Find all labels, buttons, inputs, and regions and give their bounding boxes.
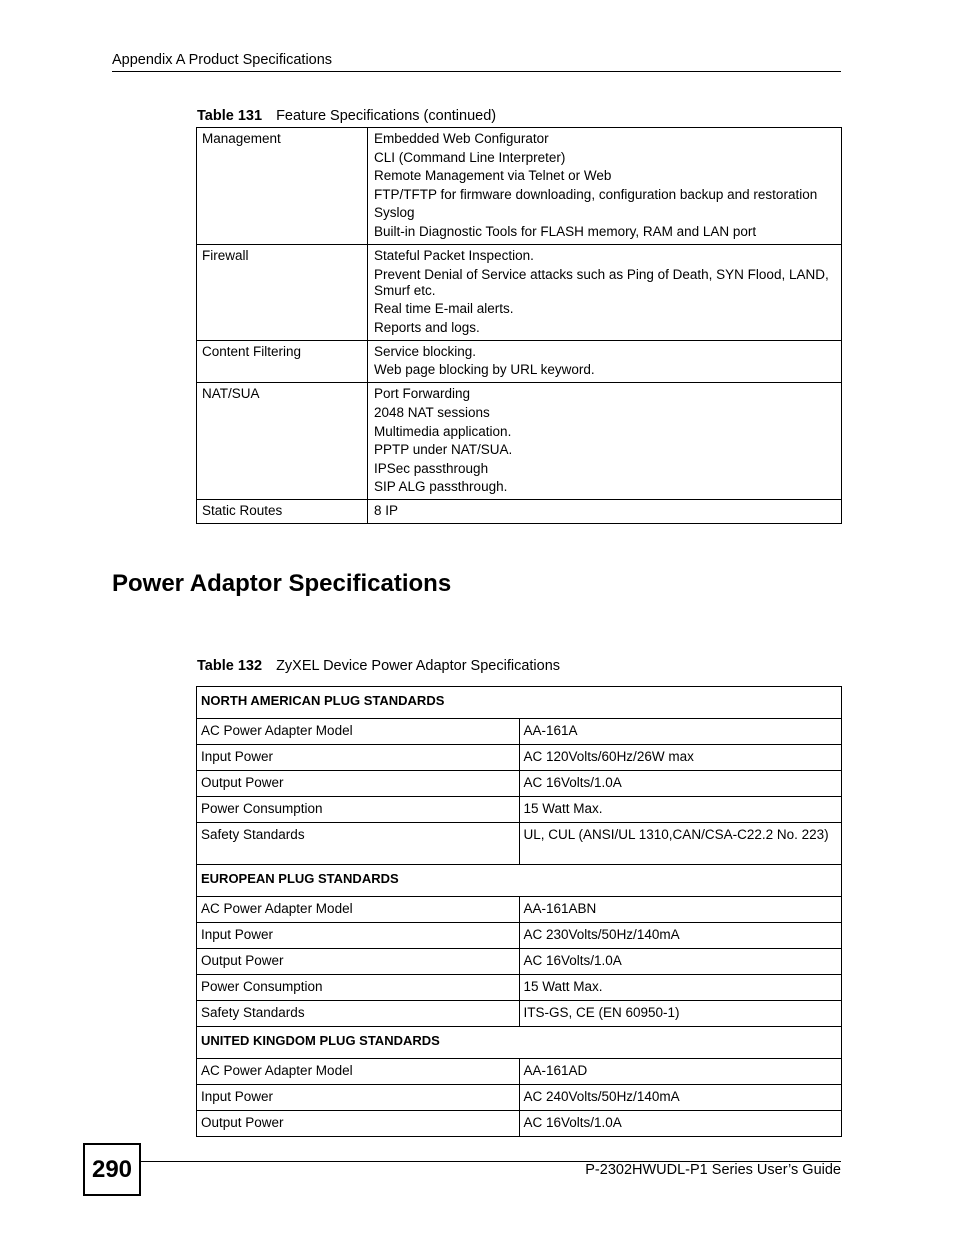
spec-label: Power Consumption <box>197 797 520 823</box>
spec-label: AC Power Adapter Model <box>197 897 520 923</box>
table-row <box>197 923 842 949</box>
spec-value: AC 16Volts/1.0A <box>519 949 842 975</box>
feature-item: Multimedia application. <box>374 423 512 439</box>
spec-label: Safety Standards <box>197 1001 520 1027</box>
feature-item: SIP ALG passthrough. <box>374 479 508 495</box>
page-number: 290 <box>83 1143 141 1196</box>
table-row <box>197 1059 842 1085</box>
table-row <box>197 1085 842 1111</box>
table-131-caption <box>197 108 496 124</box>
feature-name: Management <box>197 128 368 245</box>
table-row <box>197 340 842 383</box>
spec-label: Input Power <box>197 1085 520 1111</box>
header-rule <box>112 71 841 72</box>
power-adaptor-table <box>196 686 842 1137</box>
spec-value: AC 240Volts/50Hz/140mA <box>519 1085 842 1111</box>
table-row <box>197 771 842 797</box>
feature-item: Port Forwarding <box>374 386 471 402</box>
feature-item: Real time E-mail alerts. <box>374 301 514 317</box>
section-row <box>197 865 842 897</box>
feature-name: Content Filtering <box>197 340 368 383</box>
spec-label: Output Power <box>197 771 520 797</box>
feature-name: Static Routes <box>197 500 368 524</box>
section-title: EUROPEAN PLUG STANDARDS <box>197 865 842 897</box>
spec-label: Output Power <box>197 1111 520 1137</box>
spec-value: AA-161ABN <box>519 897 842 923</box>
feature-item: 8 IP <box>374 503 399 519</box>
table-row <box>197 949 842 975</box>
feature-item: Service blocking. <box>374 343 477 359</box>
table-131-caption-title: Feature Specifications (continued) <box>276 108 497 124</box>
section-title: UNITED KINGDOM PLUG STANDARDS <box>197 1027 842 1059</box>
spec-value: AC 120Volts/60Hz/26W max <box>519 745 842 771</box>
feature-item: Syslog <box>374 205 415 221</box>
table-row <box>197 719 842 745</box>
feature-details <box>368 244 842 340</box>
running-header: Appendix A Product Specifications <box>112 52 333 68</box>
spec-label: Input Power <box>197 745 520 771</box>
table-row <box>197 897 842 923</box>
spec-label: Input Power <box>197 923 520 949</box>
feature-item: PPTP under NAT/SUA. <box>374 442 513 458</box>
footer-title: P-2302HWUDL-P1 Series User’s Guide <box>585 1162 841 1178</box>
section-heading: Power Adaptor Specifications <box>112 570 452 597</box>
feature-details <box>368 500 842 524</box>
spec-value: ITS-GS, CE (EN 60950-1) <box>519 1001 842 1027</box>
table-131-caption-number: Table 131 <box>197 108 263 124</box>
section-row <box>197 1027 842 1059</box>
spec-value: AA-161AD <box>519 1059 842 1085</box>
feature-name: Firewall <box>197 244 368 340</box>
table-row <box>197 1001 842 1027</box>
table-row <box>197 823 842 865</box>
section-title: NORTH AMERICAN PLUG STANDARDS <box>197 687 842 719</box>
spec-label: AC Power Adapter Model <box>197 719 520 745</box>
feature-name: NAT/SUA <box>197 383 368 500</box>
table-row <box>197 500 842 524</box>
feature-item: Remote Management via Telnet or Web <box>374 168 612 184</box>
spec-value: AC 230Volts/50Hz/140mA <box>519 923 842 949</box>
feature-item: FTP/TFTP for firmware downloading, configuration backup and restoration <box>374 186 818 202</box>
feature-details <box>368 383 842 500</box>
spec-value: 15 Watt Max. <box>519 797 842 823</box>
spec-label: AC Power Adapter Model <box>197 1059 520 1085</box>
spec-value: AC 16Volts/1.0A <box>519 1111 842 1137</box>
table-row <box>197 244 842 340</box>
table-row <box>197 797 842 823</box>
feature-item: Reports and logs. <box>374 319 480 335</box>
table-row <box>197 128 842 245</box>
feature-specifications-table <box>196 127 842 524</box>
table-row <box>197 383 842 500</box>
table-row <box>197 975 842 1001</box>
feature-item: Stateful Packet Inspection. <box>374 247 534 263</box>
table-132-caption <box>197 658 560 674</box>
spec-value: 15 Watt Max. <box>519 975 842 1001</box>
spec-label: Safety Standards <box>197 823 520 865</box>
spec-label: Power Consumption <box>197 975 520 1001</box>
feature-details <box>368 340 842 383</box>
spec-value: UL, CUL (ANSI/UL 1310,CAN/CSA-C22.2 No. 223) <box>519 823 842 865</box>
feature-item: Prevent Denial of Service attacks such as Ping of Death, SYN Flood, LAND, Smurf etc. <box>374 266 829 298</box>
table-132-caption-title: ZyXEL Device Power Adaptor Specifications <box>276 658 561 674</box>
feature-item: CLI (Command Line Interpreter) <box>374 149 566 165</box>
spec-label: Output Power <box>197 949 520 975</box>
feature-item: Web page blocking by URL keyword. <box>374 362 595 378</box>
spec-value: AC 16Volts/1.0A <box>519 771 842 797</box>
feature-details <box>368 128 842 245</box>
feature-item: IPSec passthrough <box>374 460 489 476</box>
section-row <box>197 687 842 719</box>
table-row <box>197 1111 842 1137</box>
table-132-caption-number: Table 132 <box>197 658 263 674</box>
feature-item: 2048 NAT sessions <box>374 404 490 420</box>
spec-value: AA-161A <box>519 719 842 745</box>
feature-item: Built-in Diagnostic Tools for FLASH memory, RAM and LAN port <box>374 223 757 239</box>
feature-item: Embedded Web Configurator <box>374 131 549 146</box>
table-row <box>197 745 842 771</box>
